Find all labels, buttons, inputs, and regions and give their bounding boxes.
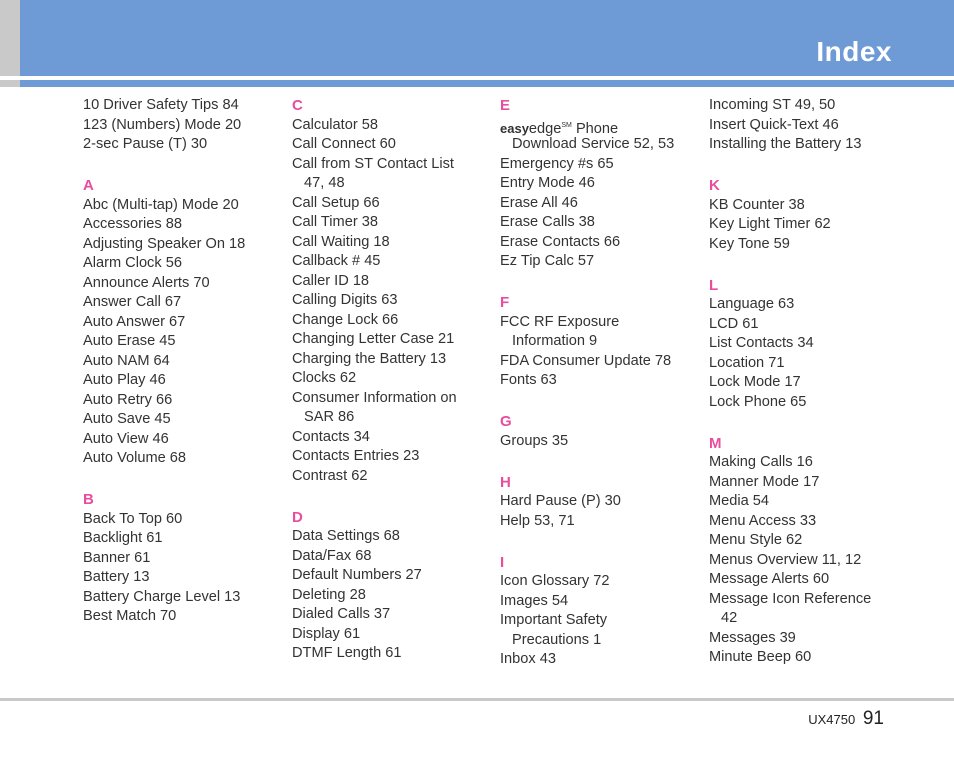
index-entry: Entry Mode 46 [500,175,595,191]
index-entry: Display 61 [292,625,361,642]
index-entry: DTMF Length 61 [292,645,402,661]
index-entry: Banner 61 [83,549,151,566]
index-entry: Auto View 46 [83,430,169,447]
index-entry: Messages 39 [709,629,796,646]
page-title: Index [816,36,892,67]
index-entry: Battery Charge Level 13 [83,588,241,605]
index-entry: Location 71 [709,354,785,371]
index-entry: Back To Top 60 [83,510,183,527]
index-entry: Accessories 88 [83,216,182,232]
index-entry: Auto Play 46 [83,372,166,388]
index-entry: Media 54 [709,493,770,509]
index-entry: Call Setup 66 [292,194,380,211]
index-entry: Emergency #s 65 [500,155,614,172]
index-entry: Call Connect 60 [292,136,396,152]
index-entry: Minute Beep 60 [709,649,812,665]
index-column-3 [500,96,700,670]
service-mark: SM [561,121,572,129]
index-entry: Message Icon Reference [709,590,872,607]
index-entry: Menu Access 33 [709,512,817,529]
index-entry: Installing the Battery 13 [709,136,862,152]
index-entry: LCD 61 [709,315,759,332]
index-entry: Message Alerts 60 [709,571,830,587]
index-entry-continued: 42 [721,610,738,626]
index-entry: FDA Consumer Update 78 [500,352,672,369]
index-entry: Deleting 28 [292,586,366,603]
index-entry: Call Waiting 18 [292,233,390,250]
section-letter-l: L [709,276,719,294]
index-entry: Hard Pause (P) 30 [500,493,621,509]
index-entry: Key Tone 59 [709,235,790,252]
index-entry: Menus Overview 11, 12 [709,551,862,568]
index-entry: Default Numbers 27 [292,567,422,583]
index-entry: Manner Mode 17 [709,473,820,490]
header-rule [20,80,954,87]
section-letter-b: B [83,491,94,508]
index-column-4 [709,96,909,668]
index-entry: Battery 13 [83,569,150,585]
index-entry: 123 (Numbers) Mode 20 [83,116,242,133]
index-entry: Alarm Clock 56 [83,255,182,271]
index-entry: Calling Digits 63 [292,292,398,308]
index-entry: Auto Save 45 [83,411,171,427]
model-number: UX4750 [808,712,856,727]
index-entry-continued: Download Service 52, 53 [512,136,675,152]
index-entry: Data Settings 68 [292,528,400,544]
index-entry: 10 Driver Safety Tips 84 [83,97,239,113]
index-entry: FCC RF Exposure [500,313,620,330]
entry-suffix: Phone [571,120,619,137]
index-entry: Lock Phone 65 [709,393,807,410]
index-entry: Icon Glossary 72 [500,573,610,589]
index-entry: Auto Erase 45 [83,333,176,349]
index-entry: Menu Style 62 [709,532,803,548]
index-entry: KB Counter 38 [709,196,805,213]
section-letter-f: F [500,294,510,311]
index-entry-continued: SAR 86 [304,409,355,425]
index-entry: List Contacts 34 [709,335,814,351]
index-entry: Backlight 61 [83,530,163,546]
index-entry: Answer Call 67 [83,294,182,310]
header-side-tab [0,0,20,76]
header-side-stub [0,80,20,87]
index-entry: Changing Letter Case 21 [292,331,455,347]
section-letter-i: I [500,553,505,571]
index-entry: 2-sec Pause (T) 30 [83,136,208,152]
index-entry: Insert Quick-Text 46 [709,116,839,133]
index-entry: Inbox 43 [500,651,556,667]
brand-easy: easy [500,120,529,136]
index-column-2 [292,96,492,664]
index-entry: Consumer Information on [292,389,457,406]
index-entry: Best Match 70 [83,608,177,624]
index-entry: Data/Fax 68 [292,547,372,564]
index-entry: Language 63 [709,296,795,312]
index-entry: Key Light Timer 62 [709,216,831,232]
index-entry: Callback # 45 [292,253,381,269]
index-entry: Important Safety [500,612,608,628]
index-entry: Lock Mode 17 [709,374,801,390]
index-entry: Dialed Calls 37 [292,606,391,622]
index-entry: Incoming ST 49, 50 [709,97,836,113]
index-column-1 [83,96,283,627]
index-entry: Erase Calls 38 [500,214,595,230]
footer-rule [0,698,954,701]
index-entry: Auto Answer 67 [83,313,186,330]
section-letter-c: C [292,97,303,114]
brand-edge: edge [528,120,562,137]
index-entry: Ez Tip Calc 57 [500,253,595,269]
index-entry: Charging the Battery 13 [292,350,447,367]
index-entry: Making Calls 16 [709,454,813,470]
index-entry: Contacts Entries 23 [292,448,420,464]
index-entry: Contrast 62 [292,467,368,484]
section-letter-a: A [83,177,94,194]
header-band [20,0,954,76]
index-entry: Auto NAM 64 [83,352,170,369]
section-letter-d: D [292,508,303,526]
index-entry-continued: Precautions 1 [512,631,602,648]
index-entry: Announce Alerts 70 [83,274,210,291]
index-entry: Abc (Multi-tap) Mode 20 [83,196,239,213]
index-entry: Caller ID 18 [292,272,370,289]
section-letter-e: E [500,97,511,114]
index-entry: Change Lock 66 [292,311,399,328]
section-letter-m: M [709,434,722,452]
index-entry: Help 53, 71 [500,512,575,529]
index-entry: Groups 35 [500,432,569,449]
section-letter-g: G [500,413,512,430]
section-letter-k: K [709,177,720,194]
index-entry: Adjusting Speaker On 18 [83,235,246,252]
index-entry-easyedge [500,116,700,136]
index-entry: Call from ST Contact List [292,155,454,172]
index-entry: Calculator 58 [292,116,378,133]
index-entry: Clocks 62 [292,370,357,386]
index-entry: Fonts 63 [500,372,557,388]
index-entry: Erase Contacts 66 [500,233,621,250]
page-number: 91 [862,708,884,729]
index-entry: Auto Volume 68 [83,450,187,466]
index-entry: Contacts 34 [292,428,370,445]
index-entry: Call Timer 38 [292,214,378,230]
index-entry: Erase All 46 [500,194,578,211]
index-entry-continued: 47, 48 [304,175,345,191]
page-footer [808,708,884,730]
section-letter-h: H [500,473,511,491]
index-entry-continued: Information 9 [512,333,598,349]
index-entry: Auto Retry 66 [83,391,173,408]
index-entry: Images 54 [500,592,569,609]
